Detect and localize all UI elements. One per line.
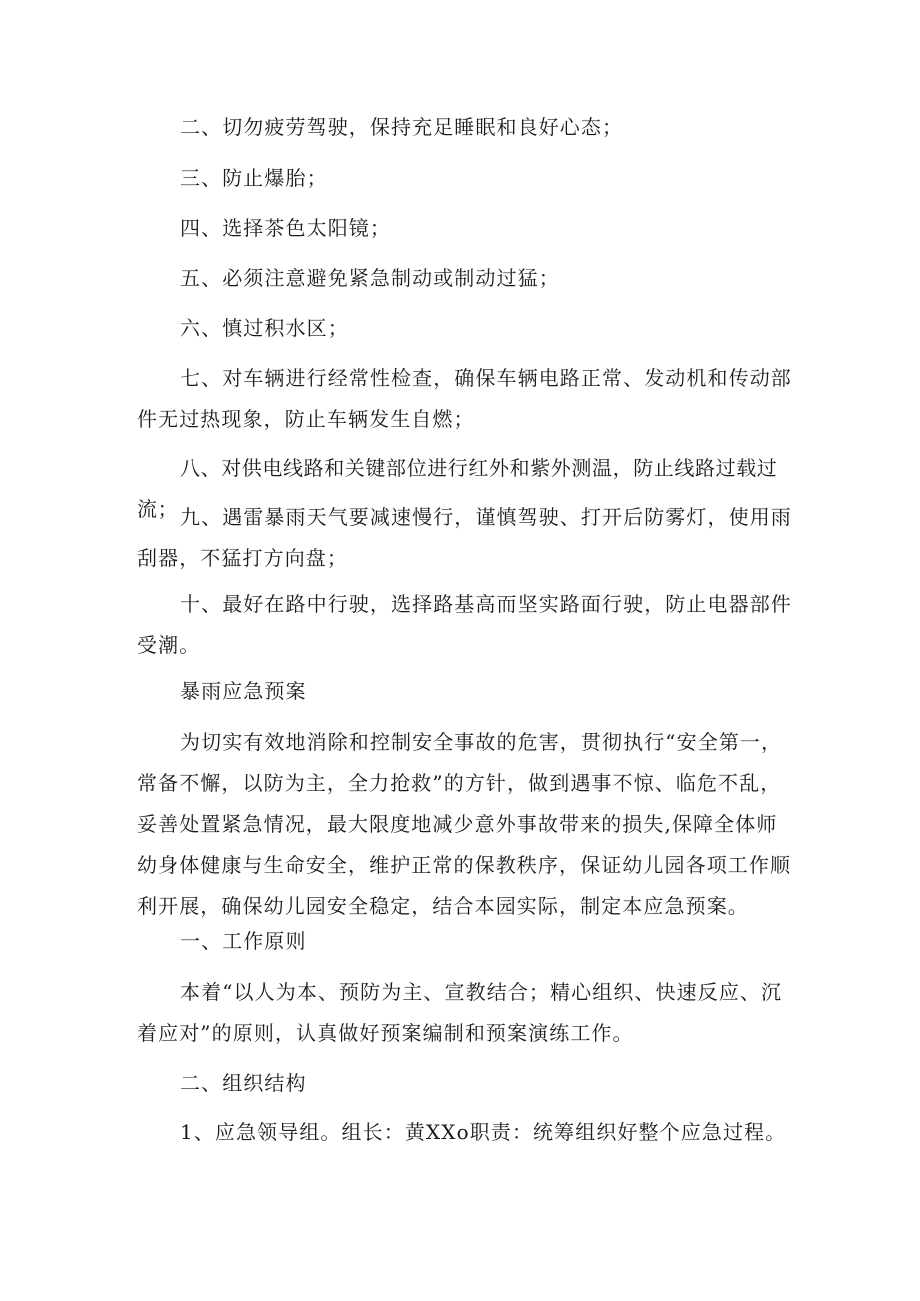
leadership-group-paragraph: 1、应急领导组。组长：黄XXo职责：统筹组织好整个应急过程。: [180, 1120, 787, 1144]
paragraph-item-4: 四、选择茶色太阳镜；: [180, 216, 391, 240]
paragraph-item-6: 六、慎过积水区；: [180, 316, 349, 340]
paragraph-item-10: 十、最好在路中行驶，选择路基高而坚实路面行驶，防止电器部件受潮。: [137, 592, 792, 657]
section-heading-work-principles: 一、工作原则: [180, 929, 307, 953]
paragraph-item-5: 五、必须注意避免紧急制动或制动过猛；: [180, 266, 560, 290]
intro-paragraph: 为切实有效地消除和控制安全事故的危害，贯彻执行“安全第一，常备不懈，以防为主，全力抢救”的方针，做到遇事不惊、临危不乱，妥善处置紧急情况，最大限度地减少意外事故带来的损失,保障全体师幼身体健康与生命安全，维护正常的保教秩序，保证幼儿园各项工作顺利开展，确保幼儿园安全稳定，结合本园实际，制定本应急预案。: [137, 730, 792, 918]
paragraph-item-3: 三、防止爆胎；: [180, 166, 328, 190]
paragraph-item-8: 八、对供电线路和关键部位进行红外和紫外测温，防止线路过载过流；: [137, 456, 778, 521]
principles-paragraph: 本着“以人为本、预防为主、宣教结合；精心组织、快速反应、沉着应对”的原则，认真做好预案编制和预案演练工作。: [137, 980, 783, 1045]
paragraph-item-2: 二、切勿疲劳驾驶，保持充足睡眠和良好心态；: [180, 115, 624, 139]
paragraph-item-7: 七、对车辆进行经常性检查，确保车辆电路正常、发动机和传动部件无过热现象，防止车辆发生自燃；: [137, 366, 792, 431]
section-heading-organization: 二、组织结构: [180, 1071, 307, 1095]
paragraph-item-9: 九、遇雷暴雨天气要减速慢行，谨慎驾驶、打开后防雾灯，使用雨刮器，不猛打方向盘；: [137, 505, 792, 570]
section-heading-rainstorm-plan: 暴雨应急预案: [180, 679, 307, 703]
